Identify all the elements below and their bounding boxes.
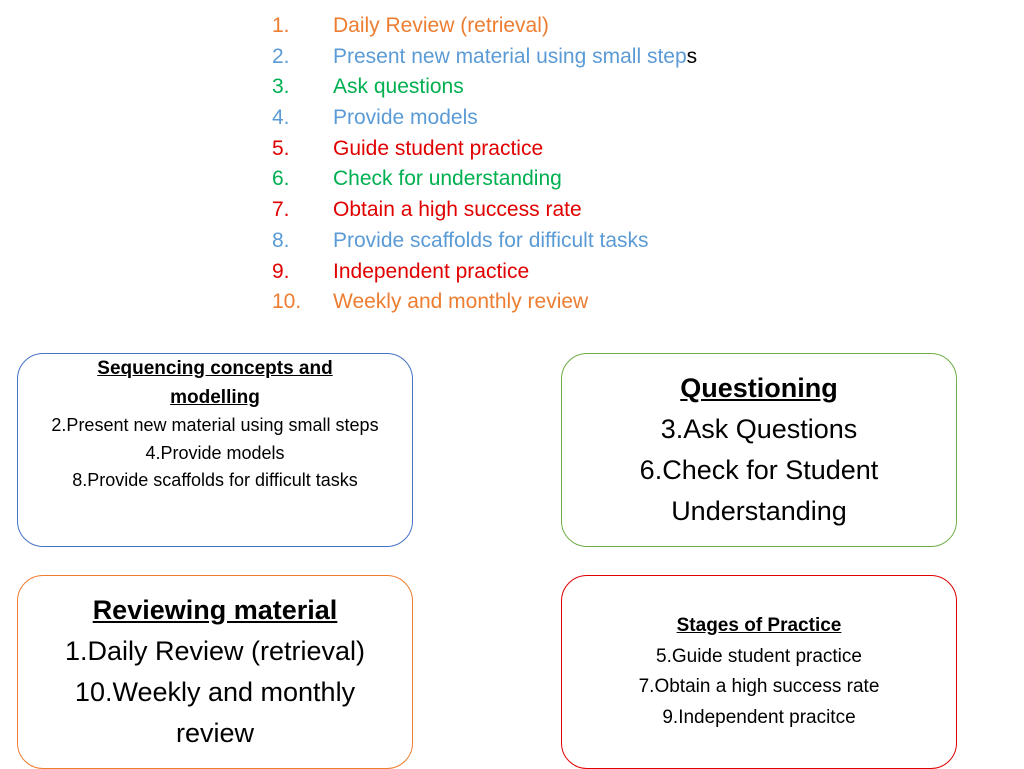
principle-item <box>272 287 697 318</box>
questioning-heading: Questioning <box>680 373 838 403</box>
questioning-line: 6.Check for Student Understanding <box>639 455 879 526</box>
principle-item <box>272 195 697 226</box>
principle-number: 3. <box>272 75 290 99</box>
sequencing-box <box>17 353 413 547</box>
principle-text: Obtain a high success rate <box>333 198 582 222</box>
principle-text: Present new material using small step <box>333 44 687 68</box>
principle-item <box>272 42 697 73</box>
principle-number: 5. <box>272 136 290 160</box>
sequencing-line: 8.Provide scaffolds for difficult tasks <box>72 470 358 490</box>
questioning-line: 3.Ask Questions <box>660 414 858 444</box>
principle-number: 2. <box>272 44 290 68</box>
principle-item <box>272 226 697 257</box>
principle-number: 1. <box>272 14 290 37</box>
principle-text: Independent practice <box>333 259 530 283</box>
principle-text: Ask questions <box>333 75 464 99</box>
principle-number: 8. <box>272 228 290 252</box>
principle-number: 9. <box>272 259 290 283</box>
questioning-box <box>561 353 957 547</box>
principles-list <box>272 11 697 318</box>
principle-item <box>272 72 697 103</box>
sequencing-line: 2.Present new material using small steps <box>51 415 379 435</box>
principle-text: Daily Review (retrieval) <box>333 14 549 37</box>
principle-number: 4. <box>272 106 290 130</box>
sequencing-line: 4.Provide models <box>145 442 285 463</box>
principle-text-suffix: s <box>686 44 698 68</box>
principle-number: 6. <box>272 167 290 191</box>
principle-item <box>272 257 697 288</box>
sequencing-heading: Sequencing concepts and modelling <box>97 358 333 408</box>
principle-text: Provide scaffolds for difficult tasks <box>333 228 649 252</box>
principle-item <box>272 11 697 42</box>
principle-item <box>272 103 697 134</box>
practice-box <box>561 575 957 769</box>
practice-heading: Stages of Practice <box>676 615 842 636</box>
reviewing-box <box>17 575 413 769</box>
reviewing-line: 1.Daily Review (retrieval) <box>64 636 366 666</box>
practice-line: 5.Guide student practice <box>656 645 862 667</box>
principle-text: Guide student practice <box>333 136 544 160</box>
principle-text: Weekly and monthly review <box>333 290 589 314</box>
reviewing-line: 10.Weekly and monthly review <box>74 677 356 748</box>
practice-line: 9.Independent pracitce <box>662 706 856 728</box>
principle-item <box>272 134 697 165</box>
principle-item <box>272 164 697 195</box>
principle-number: 7. <box>272 198 290 222</box>
principle-text: Check for understanding <box>333 167 562 191</box>
principle-text: Provide models <box>333 106 478 130</box>
reviewing-heading: Reviewing material <box>92 595 338 625</box>
principle-number: 10. <box>272 290 302 314</box>
practice-line: 7.Obtain a high success rate <box>638 676 880 697</box>
